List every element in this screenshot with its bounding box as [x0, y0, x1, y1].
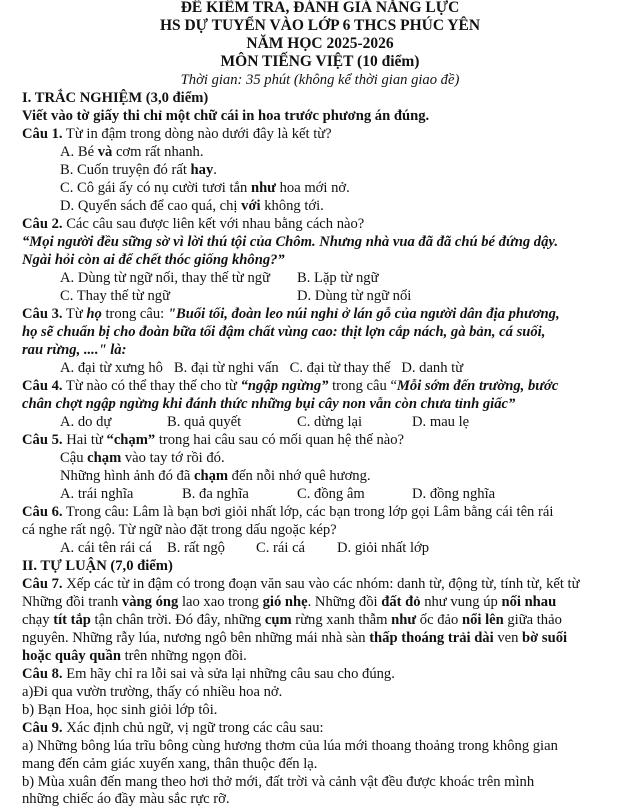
q1-question [22, 125, 640, 144]
q3-quote-line-2: họ sẽ chuẩn bị cho đoàn bữa tối đậm chất vùng cao: thịt lợn cắp nách, gà bản, cá suối, [22, 324, 546, 340]
part2-heading: II. TỰ LUẬN (7,0 điểm) [22, 558, 173, 574]
header-line-1: ĐỀ KIỂM TRA, ĐÁNH GIÁ NĂNG LỰC [180, 0, 460, 16]
q6-option-b: B. rất ngộ [167, 540, 225, 556]
q2-option-d: D. Dùng từ ngữ nối [297, 288, 412, 304]
q5-sentence-1: Cậu chạm vào tay tớ rồi đó. [60, 450, 225, 466]
q4-option-d: D. mau lẹ [412, 414, 470, 430]
q5-option-c: C. đồng âm [297, 486, 365, 502]
q9-sentence-a-line-2: mang đến cảm giác xuyến xang, thân thuộc đến lạ. [22, 756, 318, 772]
header-line-2: HS DỰ TUYỂN VÀO LỚP 6 THCS PHÚC YÊN [159, 17, 481, 34]
q6-option-d: D. giỏi nhất lớp [337, 540, 430, 556]
q8-label: Câu 8. [22, 666, 63, 682]
q1-option-a: A. Bé và cơm rất nhanh. [60, 144, 204, 160]
q4-keyword: “ngập ngừng” [240, 378, 329, 394]
q7-question: Câu 7. Xếp các từ in đậm có trong đoạn văn sau vào các nhóm: danh từ, động từ, tính từ, kết từ [22, 576, 580, 592]
header-time: Thời gian: 35 phút (không kể thời gian giao đề) [180, 72, 460, 88]
part1-heading: I. TRẮC NGHIỆM (3,0 điểm) [22, 90, 209, 106]
q3-keyword: họ [86, 306, 102, 322]
q9-sentence-a-line-1: a) Những bông lúa trĩu bông cùng hương thơm của lúa mới thoang thoảng trong không gian [22, 738, 558, 754]
part1-instruction: Viết vào tờ giấy thi chỉ một chữ cái in hoa trước phương án đúng. [22, 108, 430, 124]
q9-label: Câu 9. [22, 720, 63, 736]
q7-passage-line-2: chạy tít tắp tận chân trời. Đó đây, những cụm rừng xanh thẫm như ốc đảo nổi lên giữa thảo [22, 612, 562, 628]
q1-option-c: C. Cô gái ấy có nụ cười tươi tắn như hoa mới nở. [60, 180, 350, 196]
q2-text: Các câu sau được liên kết với nhau bằng cách nào? [62, 216, 365, 232]
q4-quote-line-2: chân chợt ngập ngừng khi đánh thức những bụi cây non vẫn còn chưa tỉnh giấc” [22, 396, 516, 412]
q5-option-a: A. trái nghĩa [60, 486, 134, 502]
q7-label: Câu 7. [22, 576, 63, 592]
q5-keyword: “chạm” [106, 432, 156, 448]
q1-option-b: B. Cuốn truyện đó rất hay. [60, 162, 217, 178]
q9-sentence-b-line-1: b) Mùa xuân đến mang theo hơi thở mới, đất trời và cảnh vật đều được khoác trên mình [22, 774, 535, 790]
q2-quote-line-1: “Mọi người đều sững sờ vì lời thú tội của Chôm. Nhưng nhà vua đã đã chú bé đứng dậy. [22, 234, 558, 250]
q4-option-a: A. do dự [60, 414, 112, 430]
q6-question-line-2: cá nghe rất ngộ. Từ ngữ nào đặt trong dấu ngoặc kép? [22, 522, 337, 538]
q2-option-a: A. Dùng từ ngữ nối, thay thế từ ngữ [60, 270, 270, 286]
q2-quote-line-2: Ngài hỏi còn ai để chết thóc giống không?” [22, 252, 285, 268]
q3-options: A. đại từ xưng hô B. đại từ nghi vấn C. đại từ thay thế D. danh từ [60, 360, 464, 376]
q5-option-d: D. đồng nghĩa [412, 486, 496, 502]
q2-option-b: B. Lặp từ ngữ [297, 270, 379, 286]
q1-option-d: D. Quyển sách để cao quá, chị với không tới. [60, 198, 324, 214]
q1-label: Câu 1. [22, 126, 63, 142]
q4-option-b: B. quả quyết [167, 414, 242, 430]
q6-option-c: C. rái cá [256, 540, 306, 556]
q6-question: Câu 6. Trong câu: Lâm là bạn bơi giỏi nhất lớp, các bạn trong lớp gọi Lâm bằng cái tên rái [22, 504, 554, 520]
q9-question: Câu 9. Xác định chủ ngữ, vị ngữ trong các câu sau: [22, 720, 324, 736]
q2-label: Câu 2. [22, 216, 63, 232]
q7-passage-line-1: Những đồi tranh vàng óng lao xao trong gió nhẹ. Những đồi đất đỏ như vung úp nối nhau [22, 594, 557, 610]
q8-question: Câu 8. Em hãy chỉ ra lỗi sai và sửa lại những câu sau cho đúng. [22, 666, 395, 682]
q3-question: Câu 3. Từ họ trong câu: "Buổi tối, đoàn leo núi nghỉ ở lán gỗ của người dân địa phương, [22, 306, 560, 322]
q8-sentence-a: a)Đi qua vườn trường, thấy có nhiều hoa nở. [22, 684, 283, 700]
q2-option-c: C. Thay thế từ ngữ [60, 288, 170, 304]
header-line-3: NĂM HỌC 2025-2026 [246, 35, 394, 52]
q6-label: Câu 6. [22, 504, 63, 520]
q4-label: Câu 4. [22, 378, 63, 394]
q7-passage-line-4: hoặc quây quần trên những ngọn đồi. [22, 648, 247, 664]
q5-option-b: B. đa nghĩa [182, 486, 249, 502]
q5-sentence-2: Những hình ảnh đó đã chạm đến nỗi nhớ quê hương. [60, 468, 371, 484]
q4-question: Câu 4. Từ nào có thể thay thế cho từ “ngập ngừng” trong câu “Mỗi sớm đến trường, bước [22, 378, 559, 394]
q1-text: Từ in đậm trong dòng nào dưới đây là kết từ? [62, 126, 332, 142]
q3-label: Câu 3. [22, 306, 63, 322]
q8-sentence-b: b) Bạn Hoa, học sinh giỏi lớp tôi. [22, 702, 218, 718]
q2-question [22, 215, 640, 234]
q5-label: Câu 5. [22, 432, 63, 448]
q4-option-c: C. dừng lại [297, 414, 363, 430]
header-subject: MÔN TIẾNG VIỆT (10 điểm) [220, 53, 420, 70]
q5-question: Câu 5. Hai từ “chạm” trong hai câu sau có mối quan hệ thế nào? [22, 432, 405, 448]
q9-sentence-b-line-2: những chiếc áo đầy màu sắc rực rỡ. [22, 791, 230, 807]
q7-passage-line-3: nguyên. Những rẫy lúa, nương ngô bên những mái nhà sàn thấp thoáng trải dài ven bờ suối [22, 630, 568, 646]
q3-quote-line-3: rau rừng, ...." là: [22, 342, 127, 358]
q6-option-a: A. cái tên rái cá [60, 540, 152, 556]
